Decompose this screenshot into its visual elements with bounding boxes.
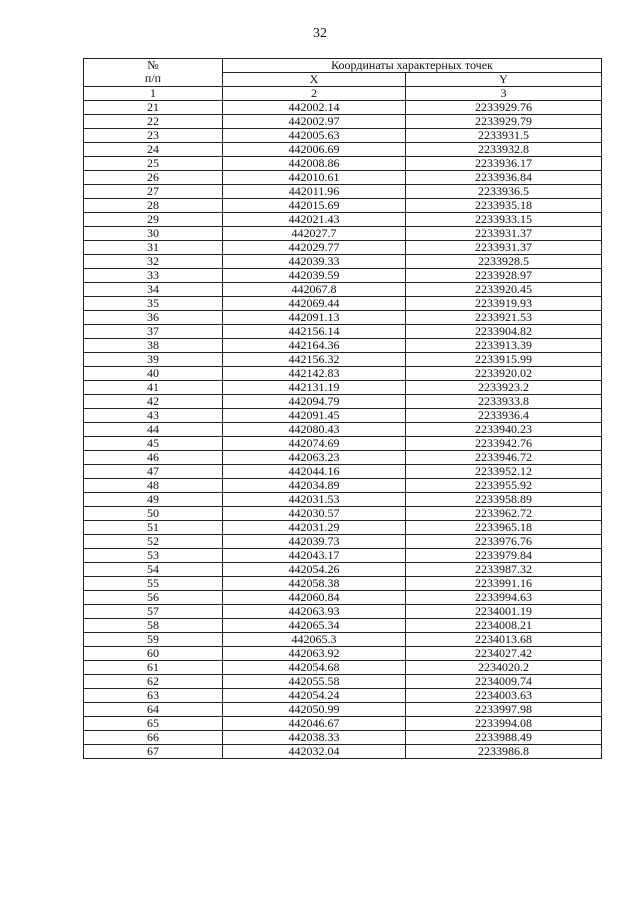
y-coordinate-cell: 2233986.8 — [406, 745, 602, 759]
point-number-cell: 54 — [84, 563, 223, 577]
y-coordinate-cell: 2233994.08 — [406, 717, 602, 731]
y-coordinate-cell: 2233987.32 — [406, 563, 602, 577]
header-x: X — [223, 73, 406, 87]
table-row — [84, 717, 602, 731]
header-coordinates-group: Координаты характерных точек — [223, 59, 602, 73]
x-coordinate-cell: 442005.63 — [223, 129, 406, 143]
y-coordinate-cell: 2233940.23 — [406, 423, 602, 437]
point-number-cell: 60 — [84, 647, 223, 661]
point-number-cell: 64 — [84, 703, 223, 717]
y-coordinate-cell: 2233942.76 — [406, 437, 602, 451]
table-row — [84, 381, 602, 395]
header-row — [84, 59, 602, 73]
point-number-cell: 58 — [84, 619, 223, 633]
x-coordinate-cell: 442015.69 — [223, 199, 406, 213]
y-coordinate-cell: 2234001.19 — [406, 605, 602, 619]
y-coordinate-cell: 2233979.84 — [406, 549, 602, 563]
x-coordinate-cell: 442046.67 — [223, 717, 406, 731]
point-number-cell: 42 — [84, 395, 223, 409]
point-number-cell: 37 — [84, 325, 223, 339]
y-coordinate-cell: 2233976.76 — [406, 535, 602, 549]
y-coordinate-cell: 2233913.39 — [406, 339, 602, 353]
point-number-cell: 52 — [84, 535, 223, 549]
x-coordinate-cell: 442030.57 — [223, 507, 406, 521]
table-row — [84, 577, 602, 591]
table-row — [84, 521, 602, 535]
y-coordinate-cell: 2233936.17 — [406, 157, 602, 171]
x-coordinate-cell: 442063.93 — [223, 605, 406, 619]
y-coordinate-cell: 2233931.37 — [406, 227, 602, 241]
y-coordinate-cell: 2233936.4 — [406, 409, 602, 423]
x-coordinate-cell: 442011.96 — [223, 185, 406, 199]
point-number-cell: 23 — [84, 129, 223, 143]
point-number-cell: 66 — [84, 731, 223, 745]
point-number-cell: 56 — [84, 591, 223, 605]
y-coordinate-cell: 2233997.98 — [406, 703, 602, 717]
table-row — [84, 647, 602, 661]
point-number-cell: 30 — [84, 227, 223, 241]
point-number-cell: 29 — [84, 213, 223, 227]
x-coordinate-cell: 442050.99 — [223, 703, 406, 717]
table-row — [84, 227, 602, 241]
x-coordinate-cell: 442156.32 — [223, 353, 406, 367]
y-coordinate-cell: 2233931.37 — [406, 241, 602, 255]
point-number-cell: 25 — [84, 157, 223, 171]
table-row — [84, 157, 602, 171]
point-number-cell: 63 — [84, 689, 223, 703]
y-coordinate-cell: 2233988.49 — [406, 731, 602, 745]
y-coordinate-cell: 2233962.72 — [406, 507, 602, 521]
point-number-cell: 48 — [84, 479, 223, 493]
header-number-abbr: п/п — [144, 71, 162, 85]
point-number-cell: 51 — [84, 521, 223, 535]
table-row — [84, 283, 602, 297]
point-number-cell: 27 — [84, 185, 223, 199]
point-number-cell: 65 — [84, 717, 223, 731]
table-row — [84, 661, 602, 675]
y-coordinate-cell: 2233915.99 — [406, 353, 602, 367]
x-coordinate-cell: 442054.24 — [223, 689, 406, 703]
table-row — [84, 745, 602, 759]
table-row — [84, 325, 602, 339]
y-coordinate-cell: 2233955.92 — [406, 479, 602, 493]
y-coordinate-cell: 2233920.45 — [406, 283, 602, 297]
point-number-cell: 46 — [84, 451, 223, 465]
column-index-cell: 3 — [406, 87, 602, 101]
table-row — [84, 213, 602, 227]
x-coordinate-cell: 442094.79 — [223, 395, 406, 409]
x-coordinate-cell: 442031.53 — [223, 493, 406, 507]
table-header — [84, 59, 602, 101]
column-index-cell: 2 — [223, 87, 406, 101]
point-number-cell: 39 — [84, 353, 223, 367]
x-coordinate-cell: 442074.69 — [223, 437, 406, 451]
point-number-cell: 55 — [84, 577, 223, 591]
x-coordinate-cell: 442067.8 — [223, 283, 406, 297]
point-number-cell: 38 — [84, 339, 223, 353]
x-coordinate-cell: 442021.43 — [223, 213, 406, 227]
x-coordinate-cell: 442156.14 — [223, 325, 406, 339]
point-number-cell: 61 — [84, 661, 223, 675]
x-coordinate-cell: 442008.86 — [223, 157, 406, 171]
x-coordinate-cell: 442080.43 — [223, 423, 406, 437]
x-coordinate-cell: 442055.58 — [223, 675, 406, 689]
table-row — [84, 241, 602, 255]
x-coordinate-cell: 442164.36 — [223, 339, 406, 353]
coordinates-table — [83, 58, 602, 759]
y-coordinate-cell: 2233994.63 — [406, 591, 602, 605]
table-row — [84, 619, 602, 633]
x-coordinate-cell: 442044.16 — [223, 465, 406, 479]
header-number-symbol: № — [147, 58, 159, 72]
table-row — [84, 535, 602, 549]
table-row — [84, 199, 602, 213]
point-number-cell: 57 — [84, 605, 223, 619]
x-coordinate-cell: 442039.33 — [223, 255, 406, 269]
x-coordinate-cell: 442031.29 — [223, 521, 406, 535]
table-row — [84, 367, 602, 381]
y-coordinate-cell: 2234020.2 — [406, 661, 602, 675]
y-coordinate-cell: 2233921.53 — [406, 311, 602, 325]
table-row — [84, 675, 602, 689]
table-row — [84, 507, 602, 521]
y-coordinate-cell: 2233931.5 — [406, 129, 602, 143]
page-number: 32 — [313, 26, 327, 41]
table-row — [84, 339, 602, 353]
x-coordinate-cell: 442063.23 — [223, 451, 406, 465]
point-number-cell: 44 — [84, 423, 223, 437]
y-coordinate-cell: 2234027.42 — [406, 647, 602, 661]
x-coordinate-cell: 442054.68 — [223, 661, 406, 675]
x-coordinate-cell: 442038.33 — [223, 731, 406, 745]
y-coordinate-cell: 2233923.2 — [406, 381, 602, 395]
y-coordinate-cell: 2233929.79 — [406, 115, 602, 129]
table-row — [84, 185, 602, 199]
y-coordinate-cell: 2233928.97 — [406, 269, 602, 283]
table-row — [84, 479, 602, 493]
y-coordinate-cell: 2233919.93 — [406, 297, 602, 311]
point-number-cell: 22 — [84, 115, 223, 129]
x-coordinate-cell: 442131.19 — [223, 381, 406, 395]
point-number-cell: 45 — [84, 437, 223, 451]
x-coordinate-cell: 442065.3 — [223, 633, 406, 647]
x-coordinate-cell: 442002.14 — [223, 101, 406, 115]
table-row — [84, 451, 602, 465]
point-number-cell: 41 — [84, 381, 223, 395]
table-row — [84, 115, 602, 129]
table-row — [84, 269, 602, 283]
y-coordinate-cell: 2234009.74 — [406, 675, 602, 689]
column-index-cell: 1 — [84, 87, 223, 101]
x-coordinate-cell: 442029.77 — [223, 241, 406, 255]
y-coordinate-cell: 2233991.16 — [406, 577, 602, 591]
point-number-cell: 35 — [84, 297, 223, 311]
point-number-cell: 32 — [84, 255, 223, 269]
y-coordinate-cell: 2233920.02 — [406, 367, 602, 381]
table-row — [84, 255, 602, 269]
x-coordinate-cell: 442142.83 — [223, 367, 406, 381]
table-row — [84, 129, 602, 143]
x-coordinate-cell: 442060.84 — [223, 591, 406, 605]
y-coordinate-cell: 2233965.18 — [406, 521, 602, 535]
y-coordinate-cell: 2234013.68 — [406, 633, 602, 647]
x-coordinate-cell: 442058.38 — [223, 577, 406, 591]
table-row — [84, 605, 602, 619]
point-number-cell: 36 — [84, 311, 223, 325]
point-number-cell: 59 — [84, 633, 223, 647]
point-number-cell: 40 — [84, 367, 223, 381]
table-row — [84, 549, 602, 563]
point-number-cell: 24 — [84, 143, 223, 157]
point-number-cell: 21 — [84, 101, 223, 115]
x-coordinate-cell: 442091.13 — [223, 311, 406, 325]
point-number-cell: 47 — [84, 465, 223, 479]
y-coordinate-cell: 2233946.72 — [406, 451, 602, 465]
table-row — [84, 563, 602, 577]
table-row — [84, 297, 602, 311]
y-coordinate-cell: 2233936.84 — [406, 171, 602, 185]
table-body — [84, 101, 602, 759]
y-coordinate-cell: 2233904.82 — [406, 325, 602, 339]
table-row — [84, 437, 602, 451]
header-y: Y — [406, 73, 602, 87]
table-row — [84, 731, 602, 745]
point-number-cell: 49 — [84, 493, 223, 507]
x-coordinate-cell: 442034.89 — [223, 479, 406, 493]
y-coordinate-cell: 2234008.21 — [406, 619, 602, 633]
table-row — [84, 465, 602, 479]
point-number-cell: 50 — [84, 507, 223, 521]
x-coordinate-cell: 442006.69 — [223, 143, 406, 157]
y-coordinate-cell: 2233958.89 — [406, 493, 602, 507]
table-row — [84, 493, 602, 507]
y-coordinate-cell: 2233952.12 — [406, 465, 602, 479]
y-coordinate-cell: 2233935.18 — [406, 199, 602, 213]
y-coordinate-cell: 2234003.63 — [406, 689, 602, 703]
x-coordinate-cell: 442063.92 — [223, 647, 406, 661]
x-coordinate-cell: 442065.34 — [223, 619, 406, 633]
table-row — [84, 633, 602, 647]
point-number-cell: 31 — [84, 241, 223, 255]
y-coordinate-cell: 2233936.5 — [406, 185, 602, 199]
point-number-cell: 26 — [84, 171, 223, 185]
table-row — [84, 311, 602, 325]
column-index-row — [84, 87, 602, 101]
x-coordinate-cell: 442043.17 — [223, 549, 406, 563]
point-number-cell: 67 — [84, 745, 223, 759]
table-row — [84, 689, 602, 703]
x-coordinate-cell: 442039.73 — [223, 535, 406, 549]
header-number-cell — [84, 59, 223, 87]
table-row — [84, 101, 602, 115]
table-row — [84, 171, 602, 185]
x-coordinate-cell: 442054.26 — [223, 563, 406, 577]
point-number-cell: 34 — [84, 283, 223, 297]
x-coordinate-cell: 442002.97 — [223, 115, 406, 129]
x-coordinate-cell: 442039.59 — [223, 269, 406, 283]
y-coordinate-cell: 2233933.8 — [406, 395, 602, 409]
y-coordinate-cell: 2233932.8 — [406, 143, 602, 157]
table-row — [84, 423, 602, 437]
table-row — [84, 353, 602, 367]
point-number-cell: 62 — [84, 675, 223, 689]
table-row — [84, 591, 602, 605]
x-coordinate-cell: 442027.7 — [223, 227, 406, 241]
table-row — [84, 143, 602, 157]
x-coordinate-cell: 442010.61 — [223, 171, 406, 185]
table-row — [84, 703, 602, 717]
table-row — [84, 395, 602, 409]
point-number-cell: 43 — [84, 409, 223, 423]
x-coordinate-cell: 442069.44 — [223, 297, 406, 311]
point-number-cell: 28 — [84, 199, 223, 213]
y-coordinate-cell: 2233929.76 — [406, 101, 602, 115]
point-number-cell: 53 — [84, 549, 223, 563]
point-number-cell: 33 — [84, 269, 223, 283]
y-coordinate-cell: 2233928.5 — [406, 255, 602, 269]
y-coordinate-cell: 2233933.15 — [406, 213, 602, 227]
table-row — [84, 409, 602, 423]
x-coordinate-cell: 442032.04 — [223, 745, 406, 759]
x-coordinate-cell: 442091.45 — [223, 409, 406, 423]
